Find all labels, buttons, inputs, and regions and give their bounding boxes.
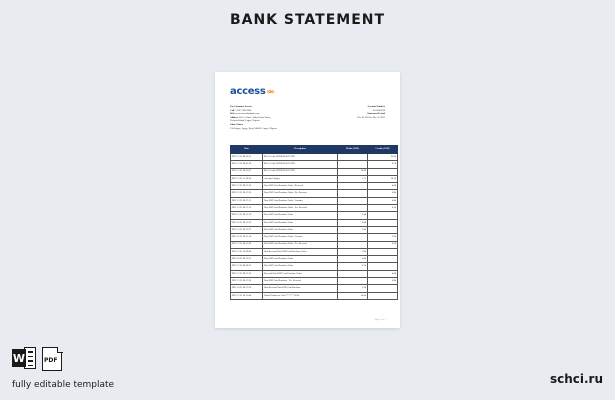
info-value: 14/15, Prince Alaba Oniru Street, (238, 115, 271, 119)
cell-desc: MCA Credit CHBP78416 FAITH (263, 154, 338, 161)
cell-credit (368, 168, 398, 175)
cell-desc: Non-USD Card Purchase Order (263, 263, 338, 270)
table-row (231, 197, 398, 204)
cell-debit (338, 161, 368, 168)
cell-credit (368, 219, 398, 226)
cell-debit: 0.80 (338, 219, 368, 226)
cell-date: DEC 13 21 09:17:16 (231, 212, 263, 219)
cell-credit (368, 292, 398, 299)
site-brand: schci.ru (549, 372, 603, 386)
table-row (231, 154, 398, 161)
cell-desc: Non-USD Card Purchase Order (263, 256, 338, 263)
info-value: www.accessbankplc.com (235, 112, 260, 115)
cell-debit: 0.20 (338, 263, 368, 270)
cell-date: DEC 10 21 09:17:26 (231, 219, 263, 226)
column-header: Date (231, 146, 263, 154)
word-letter: W (12, 349, 26, 367)
cell-debit (338, 241, 368, 248)
cell-date: DEC 13 21 09:17:42 (231, 241, 263, 248)
format-icons (12, 347, 62, 371)
cell-credit: 0.80 (368, 278, 398, 285)
cell-desc: Reversal Non-USD Card Purchase Order (263, 270, 338, 277)
cell-desc: Non-USD Card Purchase Order / Amount (263, 197, 338, 204)
table-row (231, 219, 398, 226)
cell-credit (368, 256, 398, 263)
cell-debit: 2.75 (338, 175, 368, 182)
cell-date: DEC 13 21 09:17:13 (231, 205, 263, 212)
cell-desc: Non-Reversal Non-USD Card Purchase (263, 285, 338, 292)
cell-desc: Non-USD Card Purchase Order (263, 212, 338, 219)
editable-template-caption: fully editable template (12, 380, 115, 390)
cell-debit (338, 197, 368, 204)
table-row (231, 234, 398, 241)
cell-date: DEC 10 21 09:17:16 (231, 234, 263, 241)
cell-credit (368, 226, 398, 233)
info-label: For Customer Service (230, 105, 253, 108)
cell-date: DEC 13 21 09:16:25 (231, 154, 263, 161)
column-header: Description (263, 146, 338, 154)
table-row (231, 175, 398, 182)
cell-credit: 6.50 (368, 161, 398, 168)
cell-credit: 4.00 (368, 270, 398, 277)
account-detail-value: 0012345678 (373, 108, 385, 112)
cell-credit (368, 285, 398, 292)
table-row (231, 256, 398, 263)
table-row (231, 226, 398, 233)
cell-desc: Non-USD Card Purchase Order / Reversal (263, 183, 338, 190)
cell-desc: Non-USD Card Purchase Order (263, 226, 338, 233)
cell-date: DEC 10 21 09:11:31 (231, 256, 263, 263)
account-detail (358, 105, 386, 112)
logo-text: access (230, 86, 266, 97)
logo-arrows-icon: »» (266, 87, 273, 96)
table-row (231, 212, 398, 219)
info-value: +234 1 280 2800 (234, 108, 252, 112)
info-label: Call (230, 108, 235, 112)
cell-credit: 0.60 (368, 241, 398, 248)
cell-debit (338, 270, 368, 277)
table-row (231, 161, 398, 168)
column-header: Credits (USD) (368, 146, 398, 154)
customer-service-block (230, 105, 271, 123)
info-label: Web (230, 112, 235, 115)
cell-debit (338, 205, 368, 212)
cell-date: DEC 13 21 09:27:07 (231, 168, 263, 175)
table-row (231, 241, 398, 248)
cell-date: DEC 13 21 11:16:36 (231, 175, 263, 182)
cell-debit: 2.40 (338, 212, 368, 219)
table-row (231, 168, 398, 175)
word-file-icon (12, 347, 36, 369)
cell-desc: Funds Transfer to Card ******* 5010 (263, 292, 338, 299)
cell-credit: 28.10 (368, 175, 398, 182)
cell-debit (338, 154, 368, 161)
cell-desc: Non-USD Card Purchase Order (263, 219, 338, 226)
table-row (231, 278, 398, 285)
cell-credit: 0.20 (368, 205, 398, 212)
statement-info (230, 105, 385, 130)
cell-date: DEC 13 21 09:17:26 (231, 190, 263, 197)
cell-debit (338, 278, 368, 285)
cell-debit: 10.00 (338, 168, 368, 175)
cell-desc: Non-USD Card Purchase Order / Fee Reversal (263, 205, 338, 212)
cell-date: DEC 13 21 09:17:26 (231, 270, 263, 277)
cell-date: DEC 13 21 09:17:26 (231, 183, 263, 190)
cell-desc: Non-USD Card Purchase Order / Fee Reversal (263, 241, 338, 248)
cell-desc: Non-USD Card Purchase Order / Fee Reversal (263, 190, 338, 197)
cell-date: DEC 13 21 09:18:22 (231, 263, 263, 270)
cell-date: DEC 13 21 09:17:26 (231, 278, 263, 285)
table-row (231, 190, 398, 197)
table-row (231, 205, 398, 212)
cell-desc: Non-Reversal Non-USD Card Purchase Order (263, 248, 338, 255)
table-row (231, 183, 398, 190)
cell-credit (368, 248, 398, 255)
cell-credit (368, 263, 398, 270)
cell-debit: 1.00 (338, 226, 368, 233)
page-title: BANK STATEMENT (229, 12, 386, 28)
account-detail-value: Dec 01 2021 to Dec 31 2021 (357, 115, 385, 119)
cell-date: DEC 13 21 09:17:27 (231, 226, 263, 233)
cell-date: DEC 13 21 06:11:04 (231, 292, 263, 299)
table-row (231, 285, 398, 292)
cell-credit (368, 212, 398, 219)
cell-credit: 4.00 (368, 197, 398, 204)
cell-desc: Non-USD Card Purchase Order / Amount (263, 234, 338, 241)
cell-desc: Non-USD Card Purchase / Fee Reversal (263, 278, 338, 285)
pdf-label: PDF (44, 357, 58, 364)
bank-logo (230, 86, 273, 97)
cell-date: DEC 10 21 09:17:26 (231, 285, 263, 292)
cell-debit (338, 190, 368, 197)
cell-credit: 95.00 (368, 154, 398, 161)
statement-document (215, 72, 400, 328)
cell-desc: MCA Credit CHBP78416 FAITH (263, 168, 338, 175)
table-row (231, 248, 398, 255)
table-row (231, 270, 398, 277)
cell-debit: 20.00 (338, 292, 368, 299)
cell-credit: 4.00 (368, 183, 398, 190)
cell-debit: 4.00 (338, 256, 368, 263)
cell-desc: Account Charges (263, 175, 338, 182)
cell-debit: 2.20 (338, 285, 368, 292)
cell-desc: MCA Credit CHBP78416 FAITH (263, 161, 338, 168)
info-value: Victoria Island, Lagos, Nigeria (230, 119, 260, 122)
customer-name: John Citizen (230, 123, 243, 126)
page-number: Page 1 of 1 (374, 318, 386, 321)
account-detail (358, 112, 386, 119)
column-header: Debits (USD) (338, 146, 368, 154)
table-row (231, 292, 398, 299)
cell-debit (338, 183, 368, 190)
cell-credit: 2.00 (368, 234, 398, 241)
table-row (231, 263, 398, 270)
cell-date: DEC 13 21 09:01:24 (231, 161, 263, 168)
customer-address: 15b Fajuyi, Agege, Ikeja 100001, Lagos, Nigeria (230, 126, 277, 130)
account-detail-label: Account Number (367, 105, 385, 108)
cell-date: DEC 13 21 09:17:13 (231, 197, 263, 204)
pdf-file-icon (42, 347, 62, 371)
account-detail-label: Statement Period (367, 112, 385, 115)
cell-debit: 1.00 (338, 248, 368, 255)
info-label: Address (230, 115, 239, 119)
cell-date: DEC 13 21 10:59:06 (231, 248, 263, 255)
cell-debit (338, 234, 368, 241)
info-line (230, 119, 271, 123)
account-block (358, 105, 386, 123)
cell-credit: 0.80 (368, 190, 398, 197)
transactions-table (230, 145, 398, 300)
